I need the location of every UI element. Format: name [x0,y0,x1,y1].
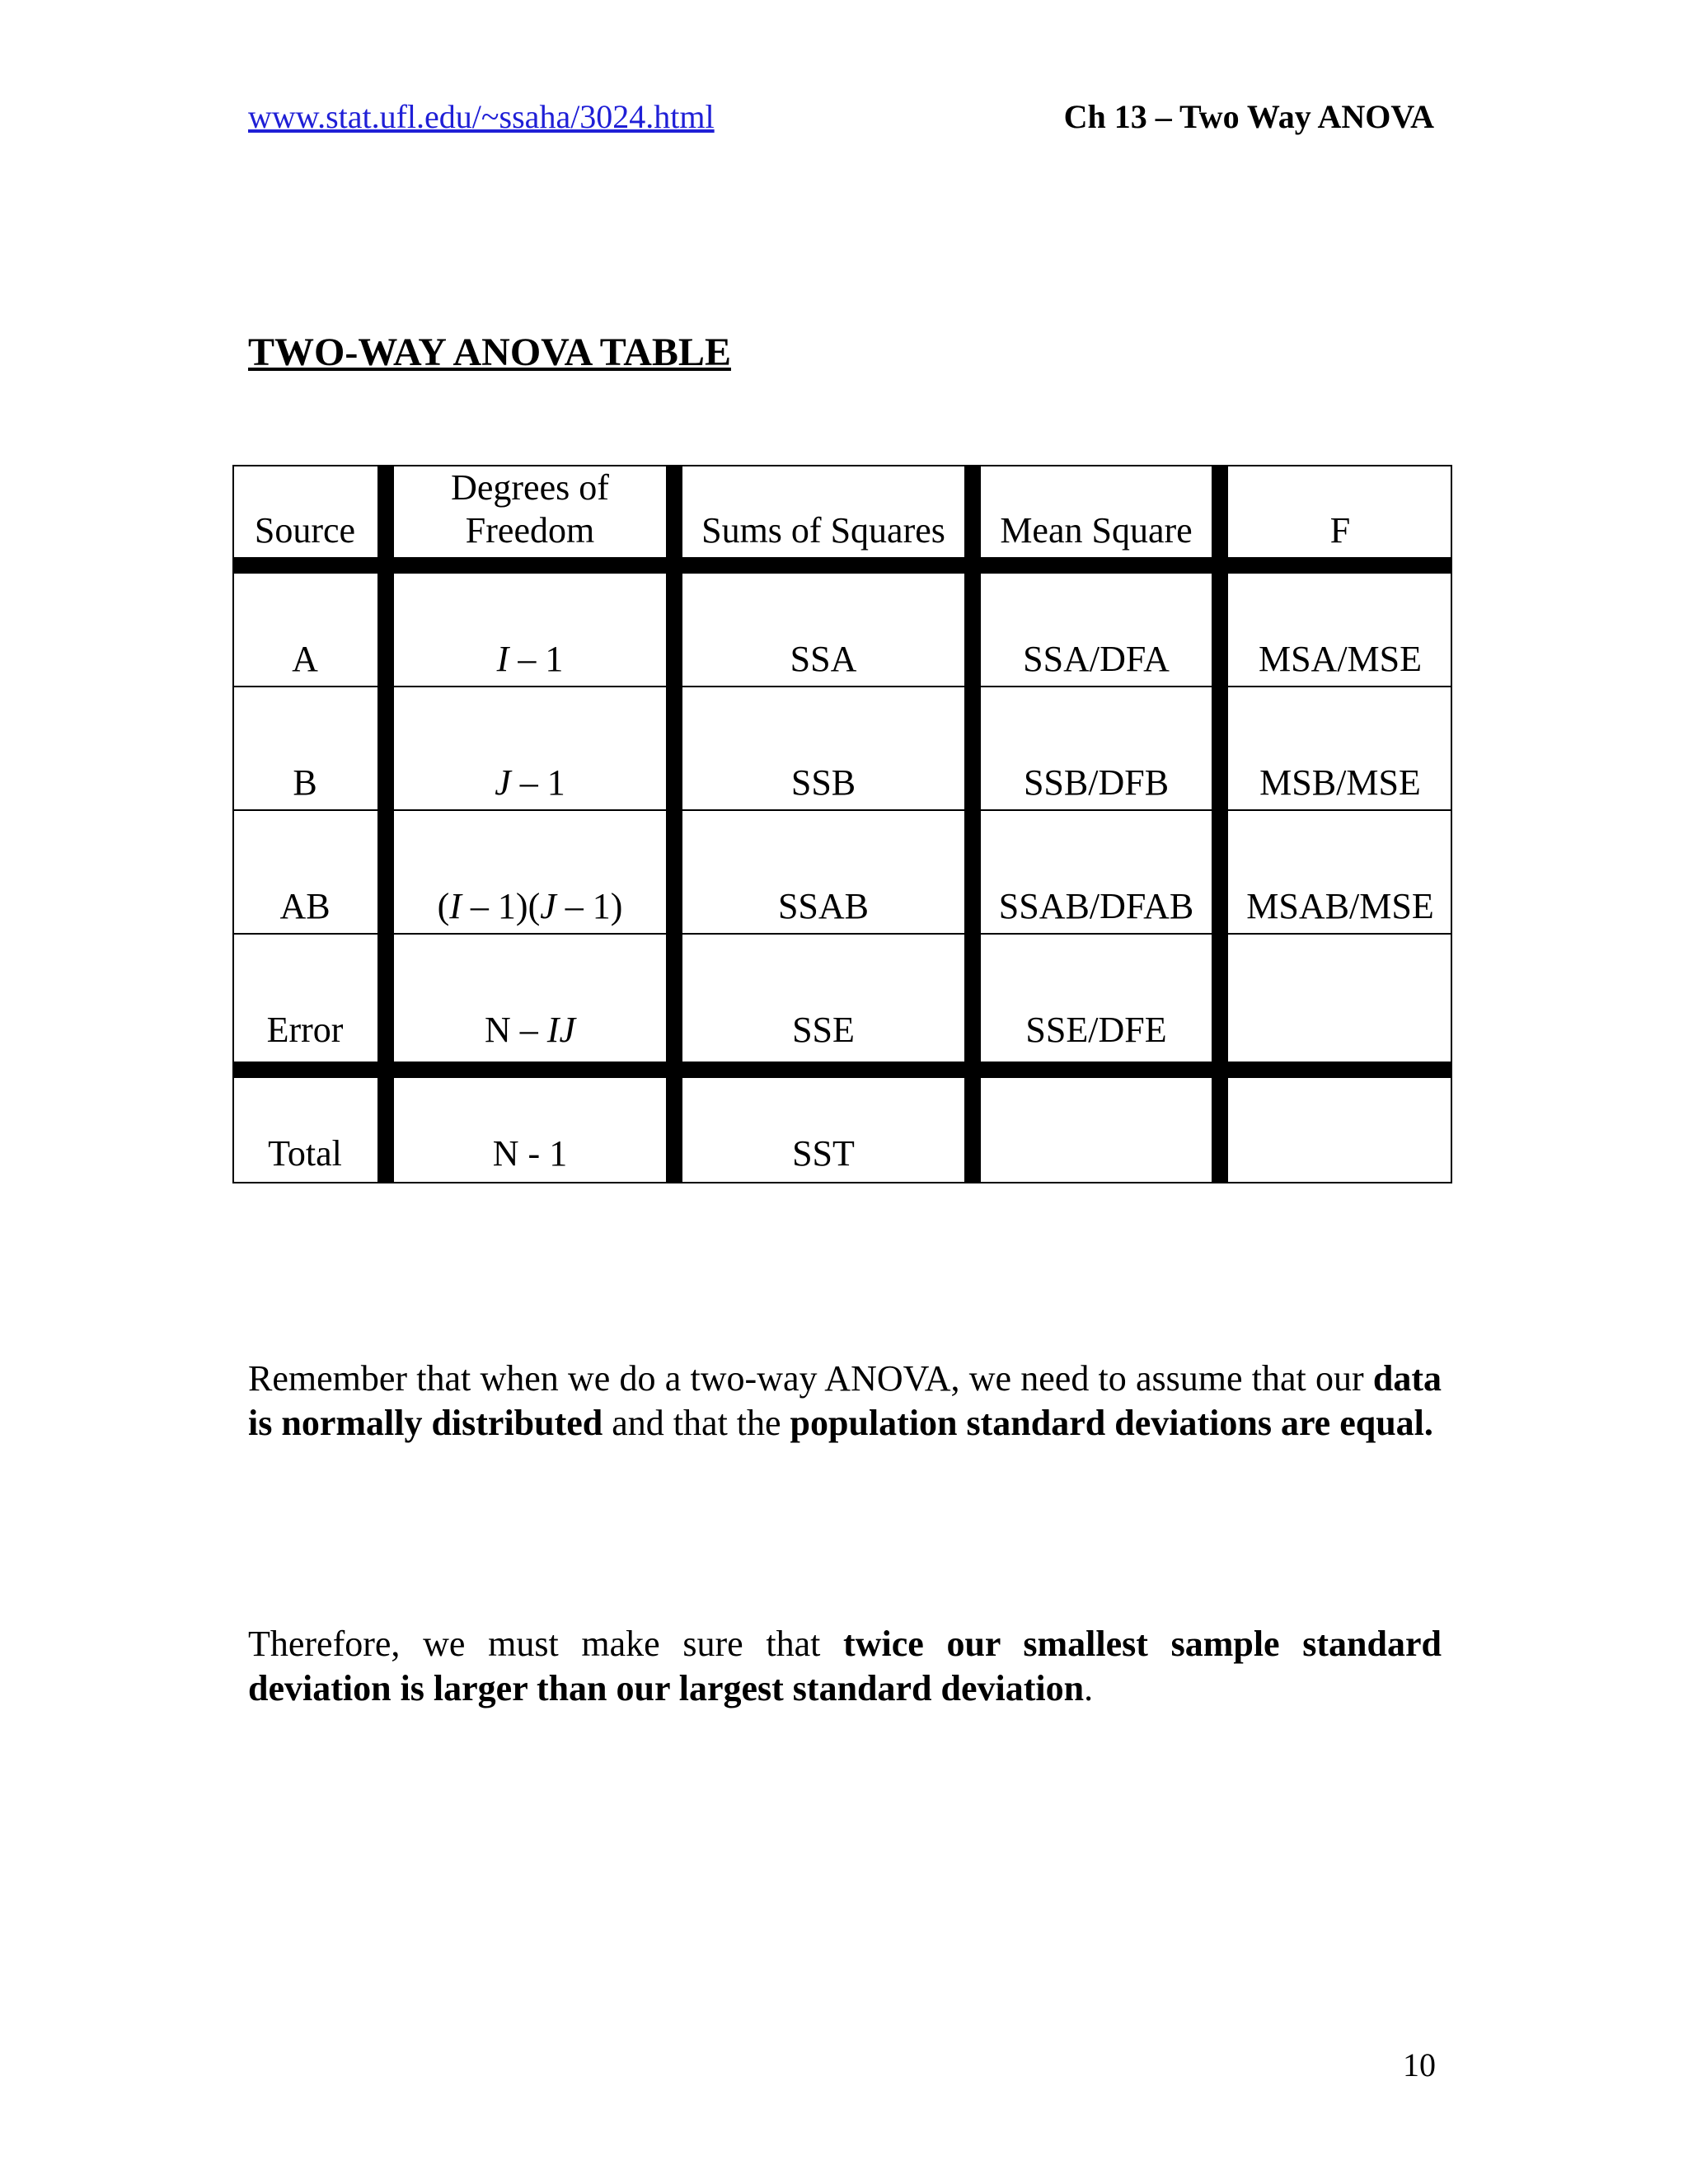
check-paragraph [248,1622,1442,1711]
anova-table [232,465,1452,1183]
total-separator [232,1062,1452,1078]
section-title: TWO-WAY ANOVA TABLE [248,330,731,374]
row-ab-f: MSAB/MSE [1246,886,1434,926]
row-b-f: MSB/MSE [1259,762,1421,803]
header-df-line1: Degrees of [451,467,609,508]
row-a-df: I – 1 [496,639,564,679]
row-a-f: MSA/MSE [1258,639,1423,679]
row-error-ss: SSE [792,1010,855,1050]
assumption-bold-2: population standard deviations are equal. [790,1403,1433,1443]
row-a-ms: SSA/DFA [1023,639,1170,679]
header-ss: Sums of Squares [701,510,945,551]
row-error-ms: SSE/DFE [1025,1010,1167,1050]
row-total-df: N - 1 [492,1133,568,1174]
row-a-ss: SSA [790,639,857,679]
header-separator [232,557,1452,574]
check-bold-1: twice our smallest sample standard deviation is larger than our largest standard deviation [248,1624,1442,1708]
row-total-source: Total [268,1133,342,1174]
header-df-line2: Freedom [465,510,595,551]
row-error-df: N – IJ [485,1010,575,1050]
row-ab-df: (I – 1)(J – 1) [437,886,623,926]
check-text-2: . [1084,1668,1094,1708]
page-number: 10 [1403,2046,1436,2083]
row-total-ss: SST [792,1133,855,1174]
row-ab-source: AB [279,886,331,926]
row-b-source: B [293,762,317,803]
row-ab-ms: SSAB/DFAB [998,886,1194,926]
assumption-text-1: Remember that when we do a two-way ANOVA, we need to assume that our [248,1358,1373,1399]
row-error-source: Error [266,1010,344,1050]
row-b-ms: SSB/DFB [1023,762,1170,803]
row-divider [232,933,1452,935]
chapter-title: Ch 13 – Two Way ANOVA [1063,98,1434,135]
row-b-ss: SSB [790,762,856,803]
row-a-source: A [292,639,318,679]
row-ab-ss: SSAB [777,886,870,926]
header-source: Source [254,510,356,551]
check-text-1: Therefore, we must make sure that [248,1624,844,1664]
assumption-bold-1: data is normally distributed [248,1358,1442,1443]
header-f: F [1329,510,1351,551]
assumption-paragraph [248,1357,1442,1446]
assumption-text-2: and that the [603,1403,790,1443]
header-link[interactable]: www.stat.ufl.edu/~ssaha/3024.html [248,98,715,135]
header-ms: Mean Square [1000,510,1193,551]
row-divider [232,686,1452,687]
row-divider [232,809,1452,811]
row-b-df: J – 1 [495,762,565,803]
